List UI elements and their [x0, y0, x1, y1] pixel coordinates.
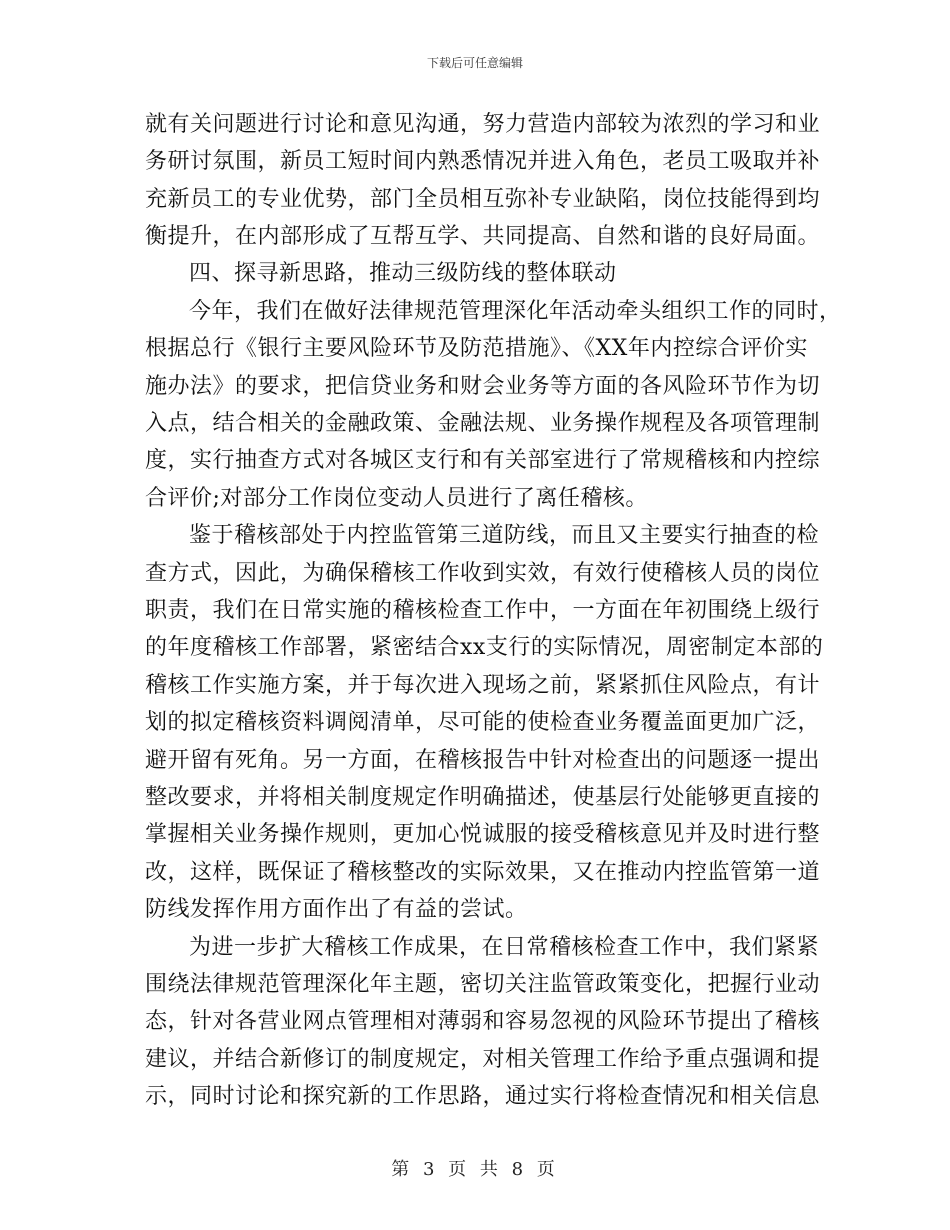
body-line: 围绕法律规范管理深化年主题，密切关注监管政策变化，把握行业动 — [145, 972, 821, 997]
body-line: 掌握相关业务操作规则，更加心悦诚服的接受稽核意见并及时进行整 — [145, 822, 821, 847]
body-line: 充新员工的专业优势，部门全员相互弥补专业缺陷，岗位技能得到均 — [145, 187, 821, 212]
body-line: 合评价;对部分工作岗位变动人员进行了离任稽核。 — [145, 486, 648, 511]
body-line: 防线发挥作用方面作出了有益的尝试。 — [145, 897, 528, 922]
body-line: 衡提升，在内部形成了互帮互学、共同提高、自然和谐的良好局面。 — [145, 224, 821, 249]
body-line: 态，针对各营业网点管理相对薄弱和容易忽视的风险环节提出了稽核 — [145, 1009, 821, 1034]
body-line: 度，实行抽查方式对各城区支行和有关部室进行了常规稽核和内控综 — [145, 448, 821, 473]
body-line: 鉴于稽核部处于内控监管第三道防线，而且又主要实行抽查的检 — [189, 523, 820, 548]
body-line: 为进一步扩大稽核工作成果，在日常稽核检查工作中，我们紧紧 — [189, 935, 820, 960]
body-line: 建议，并结合新修订的制度规定，对相关管理工作给予重点强调和提 — [145, 1047, 821, 1072]
body-line: 整改要求，并将相关制度规定作明确描述，使基层行处能够更直接的 — [145, 785, 821, 810]
body-line: 职责，我们在日常实施的稽核检查工作中，一方面在年初围绕上级行 — [145, 598, 821, 623]
body-line: 查方式，因此，为确保稽核工作收到实效，有效行使稽核人员的岗位 — [145, 561, 821, 586]
body-line: 示，同时讨论和探究新的工作思路，通过实行将检查情况和相关信息 — [145, 1084, 821, 1109]
body-line: 根据总行《银行主要风险环节及防范措施》、《XX年内控综合评价实 — [145, 336, 808, 361]
body-line: 的年度稽核工作部署，紧密结合xx支行的实际情况，周密制定本部的 — [145, 635, 824, 660]
header-note: 下载后可任意编辑 — [426, 56, 523, 70]
body-line: 避开留有死角。另一方面，在稽核报告中针对检查出的问题逐一提出 — [145, 748, 821, 773]
body-line: 务研讨氛围，新员工短时间内熟悉情况并进入角色，老员工吸取并补 — [145, 149, 821, 174]
body-line: 就有关问题进行讨论和意见沟通，努力营造内部较为浓烈的学习和业 — [145, 112, 821, 137]
body-line: 入点，结合相关的金融政策、金融法规、业务操作规程及各项管理制 — [145, 411, 821, 436]
body-line: 改，这样，既保证了稽核整改的实际效果，又在推动内控监管第一道 — [145, 860, 821, 885]
page-number: 第 3 页 共 8 页 — [391, 1159, 559, 1180]
body-line: 稽核工作实施方案，并于每次进入现场之前，紧紧抓住风险点，有计 — [145, 673, 821, 698]
body-line: 划的拟定稽核资料调阅清单，尽可能的使检查业务覆盖面更加广泛， — [145, 710, 821, 735]
body-line: 施办法》的要求，把信贷业务和财会业务等方面的各风险环节作为切 — [145, 374, 821, 399]
body-line: 今年，我们在做好法律规范管理深化年活动牵头组织工作的同时， — [189, 299, 842, 324]
section-heading: 四、探寻新思路，推动三级防线的整体联动 — [189, 261, 617, 286]
